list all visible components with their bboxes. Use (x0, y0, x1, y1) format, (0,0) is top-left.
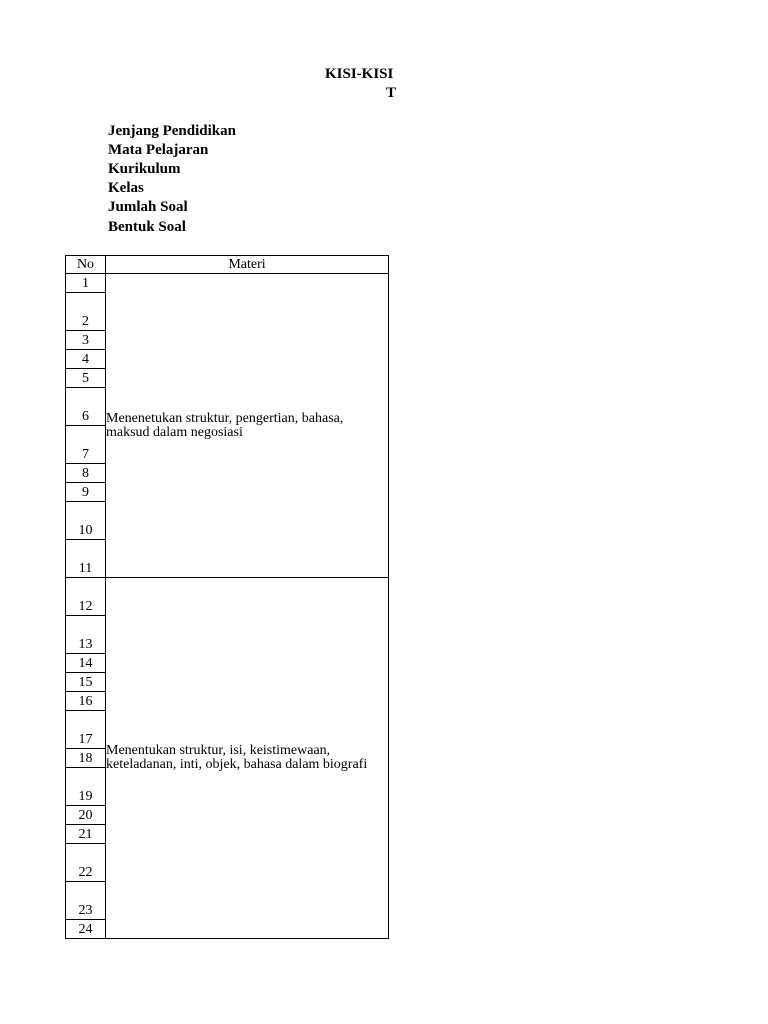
row-number: 21 (66, 825, 106, 844)
table-row (66, 274, 389, 293)
title-line-1: KISI-KISI (325, 66, 394, 82)
table-header-row (66, 256, 389, 274)
row-number: 11 (66, 540, 106, 578)
meta-label-jenjang: Jenjang Pendidikan (108, 123, 236, 139)
row-number: 23 (66, 882, 106, 920)
row-number: 20 (66, 806, 106, 825)
meta-label-jumlah-soal: Jumlah Soal (108, 199, 188, 215)
kisi-table (65, 255, 389, 939)
meta-label-kelas: Kelas (108, 180, 144, 196)
row-number: 2 (66, 293, 106, 331)
row-number: 18 (66, 749, 106, 768)
row-number: 13 (66, 616, 106, 654)
meta-labels (108, 122, 236, 237)
document-title (0, 66, 397, 106)
table-body (66, 274, 389, 939)
row-number: 9 (66, 483, 106, 502)
row-number: 12 (66, 578, 106, 616)
row-number: 7 (66, 426, 106, 464)
materi-cell: Menentukan struktur, isi, keistimewaan, keteladanan, inti, objek, bahasa dalam biografi (106, 578, 389, 939)
header-materi: Materi (106, 256, 389, 274)
meta-label-mapel: Mata Pelajaran (108, 142, 209, 158)
row-number: 3 (66, 331, 106, 350)
row-number: 10 (66, 502, 106, 540)
row-number: 1 (66, 274, 106, 293)
row-number: 24 (66, 920, 106, 939)
page-cutoff (0, 943, 768, 1024)
row-number: 22 (66, 844, 106, 882)
row-number: 17 (66, 711, 106, 749)
row-number: 4 (66, 350, 106, 369)
meta-label-bentuk-soal: Bentuk Soal (108, 219, 186, 235)
row-number: 5 (66, 369, 106, 388)
materi-cell: Menenetukan struktur, pengertian, bahasa, maksud dalam negosiasi (106, 274, 389, 578)
row-number: 8 (66, 464, 106, 483)
row-number: 19 (66, 768, 106, 806)
row-number: 15 (66, 673, 106, 692)
row-number: 16 (66, 692, 106, 711)
meta-label-kurikulum: Kurikulum (108, 161, 181, 177)
table-row (66, 578, 389, 616)
title-line-2: T (386, 85, 397, 101)
row-number: 14 (66, 654, 106, 673)
row-number: 6 (66, 388, 106, 426)
header-no: No (66, 256, 106, 274)
